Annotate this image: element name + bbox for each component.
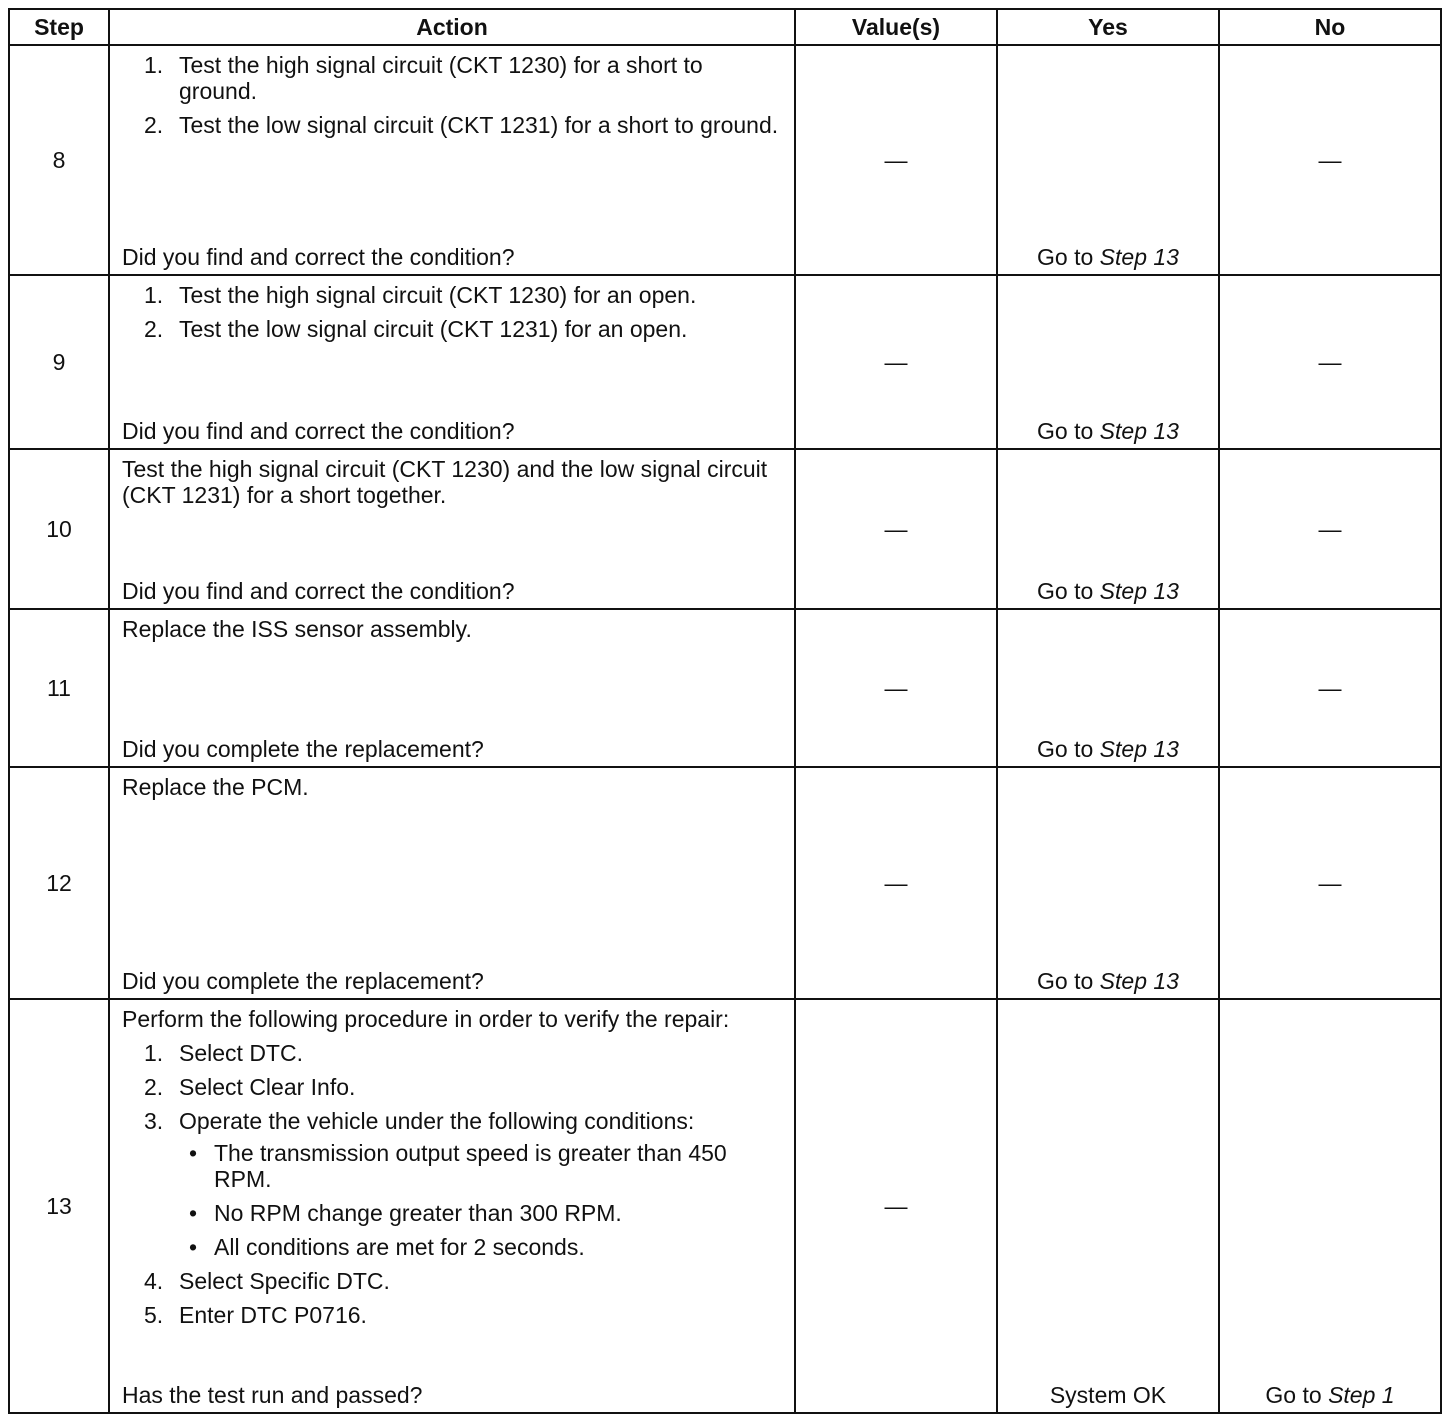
step-number: 8 xyxy=(9,45,109,275)
action-cell xyxy=(109,449,795,609)
yes-cell xyxy=(997,999,1219,1413)
action-cell xyxy=(109,767,795,999)
action-cell xyxy=(109,275,795,449)
diagnostic-table xyxy=(8,8,1442,1414)
table-row xyxy=(9,609,1441,767)
action-question: Did you find and correct the condition? xyxy=(122,578,515,604)
yes-goto: Go to Step 13 xyxy=(1037,736,1179,762)
action-text: Test the high signal circuit (CKT 1230) and the low signal circuit (CKT 1231) for a short together. xyxy=(122,456,768,508)
no-cell: — xyxy=(1219,45,1441,275)
action-question: Has the test run and passed? xyxy=(122,1382,423,1408)
no-cell: — xyxy=(1219,609,1441,767)
action-cell xyxy=(109,609,795,767)
table-row xyxy=(9,45,1441,275)
yes-cell xyxy=(997,609,1219,767)
action-question: Did you find and correct the condition? xyxy=(122,418,515,444)
value-cell: — xyxy=(795,449,997,609)
step-number: 11 xyxy=(9,609,109,767)
yes-goto: Go to Step 13 xyxy=(1037,578,1179,604)
value-cell: — xyxy=(795,275,997,449)
yes-result: System OK xyxy=(1049,1382,1167,1408)
condition-bullet: • All conditions are met for 2 seconds. xyxy=(189,1234,585,1260)
no-cell: — xyxy=(1219,275,1441,449)
action-item: 2. Test the low signal circuit (CKT 1231) for an open. xyxy=(144,316,688,342)
action-question: Did you complete the replacement? xyxy=(122,968,484,994)
condition-bullet: • The transmission output speed is greater than 450 RPM. xyxy=(189,1140,727,1192)
action-question: Did you complete the replacement? xyxy=(122,736,484,762)
no-cell xyxy=(1219,999,1441,1413)
action-item: 2. Select Clear Info. xyxy=(144,1074,356,1100)
yes-goto: Go to Step 13 xyxy=(1037,244,1179,270)
yes-cell xyxy=(997,275,1219,449)
yes-cell xyxy=(997,449,1219,609)
col-no-header: No xyxy=(1219,9,1441,45)
action-question: Did you find and correct the condition? xyxy=(122,244,515,270)
yes-goto: Go to Step 13 xyxy=(1037,968,1179,994)
table-row xyxy=(9,275,1441,449)
step-number: 13 xyxy=(9,999,109,1413)
col-step-header: Step xyxy=(9,9,109,45)
table-row xyxy=(9,999,1441,1413)
header-row xyxy=(9,9,1441,45)
step-number: 9 xyxy=(9,275,109,449)
value-cell: — xyxy=(795,609,997,767)
action-item: 1. Test the high signal circuit (CKT 1230) for an open. xyxy=(144,282,697,308)
value-cell: — xyxy=(795,767,997,999)
action-item: 2. Test the low signal circuit (CKT 1231) for a short to ground. xyxy=(144,112,779,138)
action-item: 3. Operate the vehicle under the following conditions: • The transmission output speed is greater than 450 RPM. • No RPM change greater than 300 RPM. • All conditions are met for 2 seconds. xyxy=(122,1108,784,1260)
action-item: 5. Enter DTC P0716. xyxy=(144,1302,367,1328)
col-action-header: Action xyxy=(109,9,795,45)
no-cell: — xyxy=(1219,767,1441,999)
action-text: Replace the ISS sensor assembly. xyxy=(122,616,472,642)
value-cell: — xyxy=(795,45,997,275)
col-values-header: Value(s) xyxy=(795,9,997,45)
value-cell: — xyxy=(795,999,997,1413)
no-goto: Go to Step 1 xyxy=(1265,1382,1395,1408)
action-item: 1. Test the high signal circuit (CKT 1230) for a short to ground. xyxy=(144,52,703,104)
condition-bullet: • No RPM change greater than 300 RPM. xyxy=(189,1200,622,1226)
no-cell: — xyxy=(1219,449,1441,609)
step-number: 10 xyxy=(9,449,109,609)
yes-cell xyxy=(997,767,1219,999)
col-yes-header: Yes xyxy=(997,9,1219,45)
action-text: Replace the PCM. xyxy=(122,774,309,800)
action-item: 4. Select Specific DTC. xyxy=(144,1268,390,1294)
yes-goto: Go to Step 13 xyxy=(1037,418,1179,444)
table-row xyxy=(9,767,1441,999)
step-number: 12 xyxy=(9,767,109,999)
action-cell xyxy=(109,45,795,275)
yes-cell xyxy=(997,45,1219,275)
action-intro: Perform the following procedure in order to verify the repair: xyxy=(122,1006,730,1032)
action-cell xyxy=(109,999,795,1413)
table-row xyxy=(9,449,1441,609)
action-item: 1. Select DTC. xyxy=(144,1040,303,1066)
